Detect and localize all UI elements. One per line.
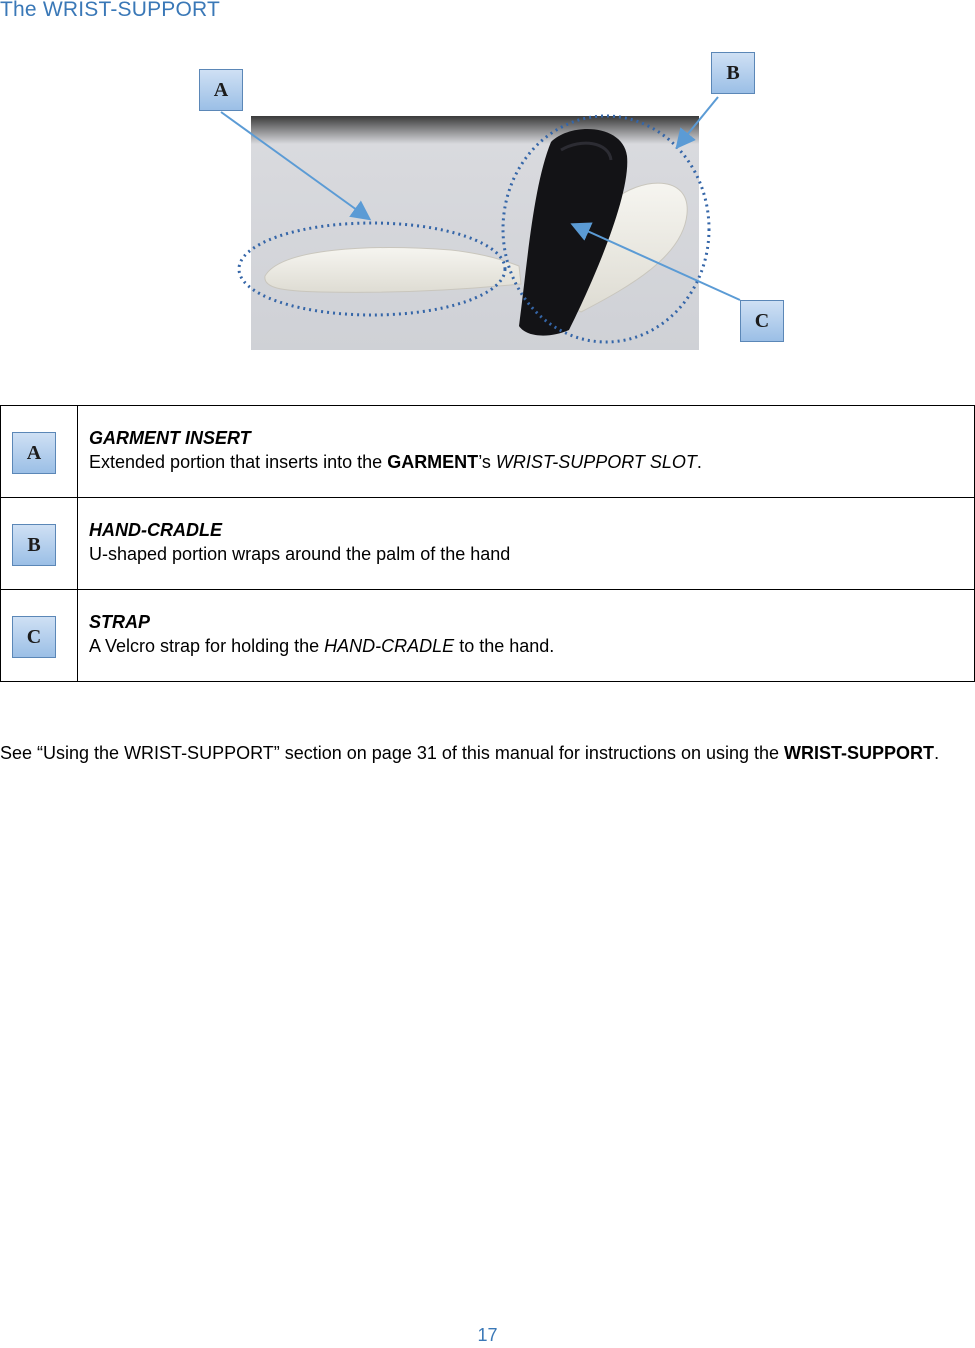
legend-row-a [1, 406, 975, 498]
legend-key-c: C [12, 616, 56, 658]
legend-key-b: B [12, 524, 56, 566]
callout-c-label: C [740, 300, 784, 342]
legend-term: HAND-CRADLE [89, 520, 222, 540]
legend-row-b [1, 498, 975, 590]
figure-annotations [0, 0, 975, 370]
arrow-a [221, 112, 368, 218]
instructions-note: See “Using the WRIST-SUPPORT” section on page 31 of this manual for instructions on using the WRIST-SUPPORT. [0, 743, 940, 763]
arrow-b [678, 97, 718, 146]
cradle-highlight-ellipse [503, 116, 709, 342]
legend-description: Extended portion that inserts into the GARMENT’s WRIST-SUPPORT SLOT. [89, 452, 702, 472]
callout-a-label: A [199, 69, 243, 111]
parts-legend-table [0, 405, 975, 682]
legend-term: GARMENT INSERT [89, 428, 251, 448]
legend-description: A Velcro strap for holding the HAND-CRADLE to the hand. [89, 636, 555, 656]
arrow-c [574, 225, 740, 300]
legend-term: STRAP [89, 612, 151, 632]
wrist-support-figure [0, 0, 975, 370]
callout-b-label: B [711, 52, 755, 94]
page-number: 17 [477, 1325, 498, 1345]
section-heading: The WRIST-SUPPORT [0, 0, 221, 21]
legend-description: U-shaped portion wraps around the palm of the hand [89, 544, 511, 564]
legend-row-c [1, 590, 975, 682]
legend-key-a: A [12, 432, 56, 474]
insert-highlight-ellipse [239, 223, 505, 315]
